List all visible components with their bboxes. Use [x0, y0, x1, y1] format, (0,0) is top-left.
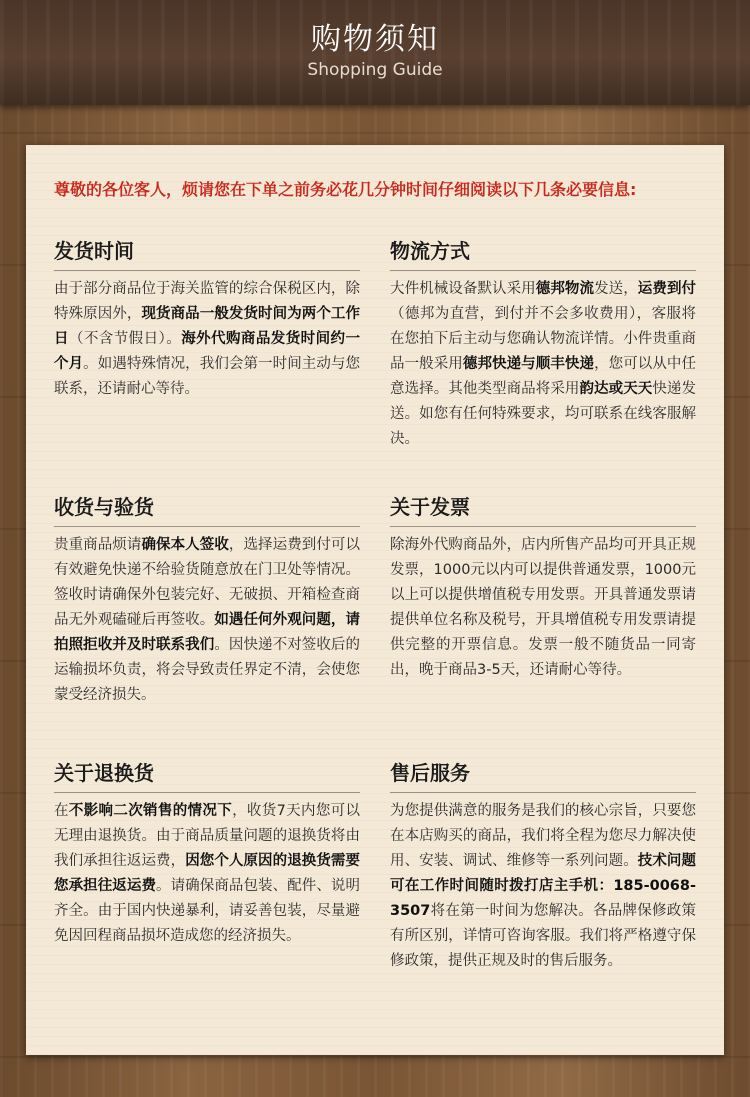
section-body — [390, 277, 696, 452]
emphasis-text: 因您个人原因的退换货需要您承担往返运费 — [54, 853, 361, 894]
body-text: ，您可以从中任意选择。其他类型商品将采用 — [390, 356, 697, 397]
body-text: 。请确保商品包装、配件、说明齐全。由于国内快递暴利，请妥善包装，尽量避免因回程商品损坏造成您的经济损失。 — [54, 878, 361, 944]
body-text: （德邦为直营，到付并不会多收费用），客服将在您拍下后主动与您确认物流详情。小件贵重商品一般采用 — [390, 306, 696, 372]
body-text: 由于部分商品位于海关监管的综合保税区内，除特殊原因外， — [54, 281, 360, 322]
section-receiving — [54, 493, 360, 708]
section-title: 收货与验货 — [54, 493, 360, 527]
body-text: ，选择运费到付可以有效避免快递不给验货随意放在门卫处等情况。签收时请确保外包装完好、无破损、开箱检查商品无外观磕碰后再签收。 — [54, 537, 361, 628]
body-text: ，收货7天内您可以无理由退换货。由于商品质量问题的退换货将由我们承担往返运费， — [54, 803, 361, 869]
header-banner — [0, 0, 750, 105]
emphasis-text: 技术问题可在工作时间随时拨打店主手机：185-0068-3507 — [390, 853, 697, 919]
page-subtitle: Shopping Guide — [307, 60, 443, 80]
page-title: 购物须知 — [311, 22, 439, 57]
emphasis-text: 如遇任何外观问题，请拍照拒收并及时联系我们 — [54, 612, 361, 653]
body-text: 在 — [54, 803, 69, 819]
section-body — [390, 533, 696, 683]
emphasis-text: 海外代购商品发货时间约一个月 — [54, 331, 360, 372]
body-text: 快递发送。如您有任何特殊要求，均可联系在线客服解决。 — [390, 381, 697, 447]
section-logistics — [390, 237, 696, 452]
section-body — [390, 799, 696, 974]
emphasis-text: 德邦物流 — [535, 281, 595, 297]
body-text: （不含节假日）。 — [68, 331, 182, 347]
section-body — [54, 533, 360, 708]
body-text: 大件机械设备默认采用 — [390, 281, 536, 297]
emphasis-text: 的情况下 — [172, 803, 233, 819]
emphasis-text: 不影响二次销售 — [68, 803, 173, 819]
emphasis-text: 德邦快递与顺丰快递 — [462, 356, 595, 372]
body-text: 为您提供满意的服务是我们的核心宗旨，只要您在本店购买的商品，我们将全程为您尽力解决使用、安装、调试、维修等一系列问题。 — [390, 803, 696, 869]
body-text: 贵重商品烦请 — [54, 537, 142, 553]
body-text: 。因快递不对签收后的运输损坏负责，将会导致责任界定不清，会使您蒙受经济损失。 — [54, 637, 361, 703]
section-shipping-time — [54, 237, 360, 402]
section-body — [54, 277, 360, 402]
section-title: 物流方式 — [390, 237, 696, 271]
notice-text: 尊敬的各位客人，烦请您在下单之前务必花几分钟时间仔细阅读以下几条必要信息: — [54, 180, 637, 199]
body-text: 除海外代购商品外，店内所售产品均可开具正规发票，1000元以内可以提供普通发票，1000元以上可以提供增值税专用发票。开具普通发票请提供单位名称及税号，开具增值税专用发票请提供完整的开票信息。发票一般不随货品一同寄出，晚于商品3-5天，还请耐心等待。 — [390, 537, 696, 678]
section-title: 售后服务 — [390, 759, 696, 793]
section-after-sales — [390, 759, 696, 974]
emphasis-text: 现货商品一般发货时间为两个工作日 — [54, 306, 361, 347]
section-title: 关于退换货 — [54, 759, 360, 793]
section-body — [54, 799, 360, 949]
section-title: 发货时间 — [54, 237, 360, 271]
body-text: 发送， — [594, 281, 638, 297]
guide-panel — [26, 145, 724, 1055]
body-text: 。如遇特殊情况，我们会第一时间主动与您联系，还请耐心等待。 — [54, 356, 361, 397]
section-title: 关于发票 — [390, 493, 696, 527]
emphasis-text: 韵达或天天 — [579, 381, 653, 397]
body-text: 将在第一时间为您解决。各品牌保修政策有所区别，详情可咨询客服。我们将严格遵守保修政策，提供正规及时的售后服务。 — [390, 903, 696, 969]
section-invoice — [390, 493, 696, 683]
emphasis-text: 确保本人签收 — [141, 537, 229, 553]
section-returns — [54, 759, 360, 949]
emphasis-text: 运费到付 — [637, 281, 697, 297]
